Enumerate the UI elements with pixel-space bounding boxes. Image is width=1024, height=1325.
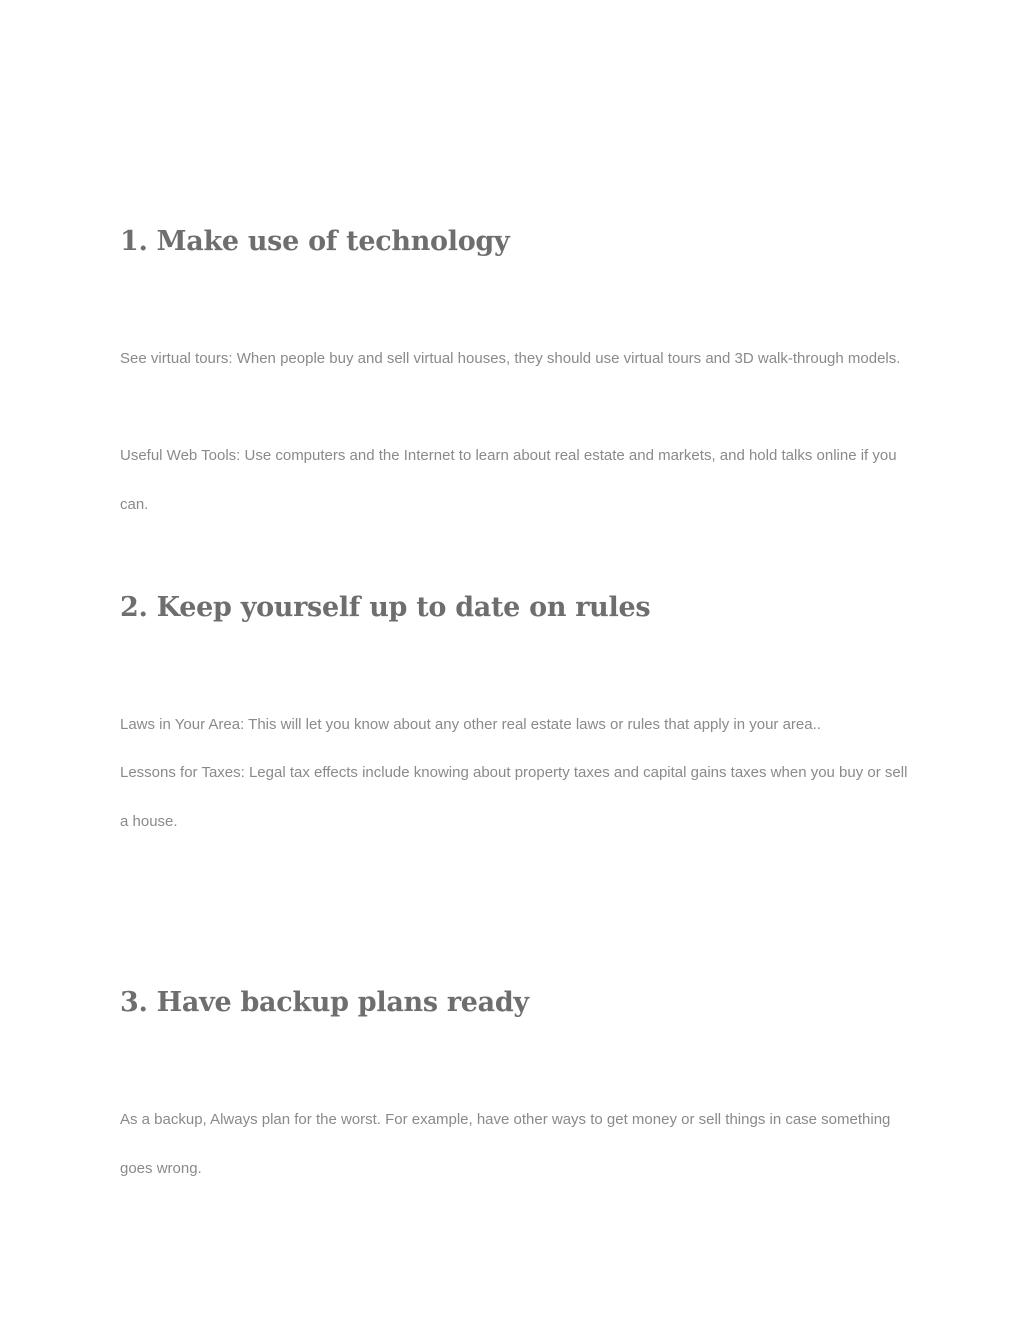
paragraph-virtual-tours: See virtual tours: When people buy and sell virtual houses, they should use virtual tours and 3D walk-through models. <box>120 350 901 367</box>
section-heading-rules: 2. Keep yourself up to date on rules <box>120 592 651 623</box>
paragraph-backup: As a backup, Always plan for the worst. For example, have other ways to get money or sell things in case something goes wrong. <box>120 1111 891 1177</box>
section-heading-backup-plans: 3. Have backup plans ready <box>120 987 529 1018</box>
paragraph-local-laws: Laws in Your Area: This will let you know about any other real estate laws or rules that apply in your area.. <box>120 716 821 733</box>
paragraph-web-tools: Useful Web Tools: Use computers and the Internet to learn about real estate and markets, and hold talks online if you can. <box>120 447 897 513</box>
paragraph-taxes: Lessons for Taxes: Legal tax effects include knowing about property taxes and capital gains taxes when you buy or sell a house. <box>120 764 908 830</box>
section-heading-technology: 1. Make use of technology <box>120 226 510 257</box>
